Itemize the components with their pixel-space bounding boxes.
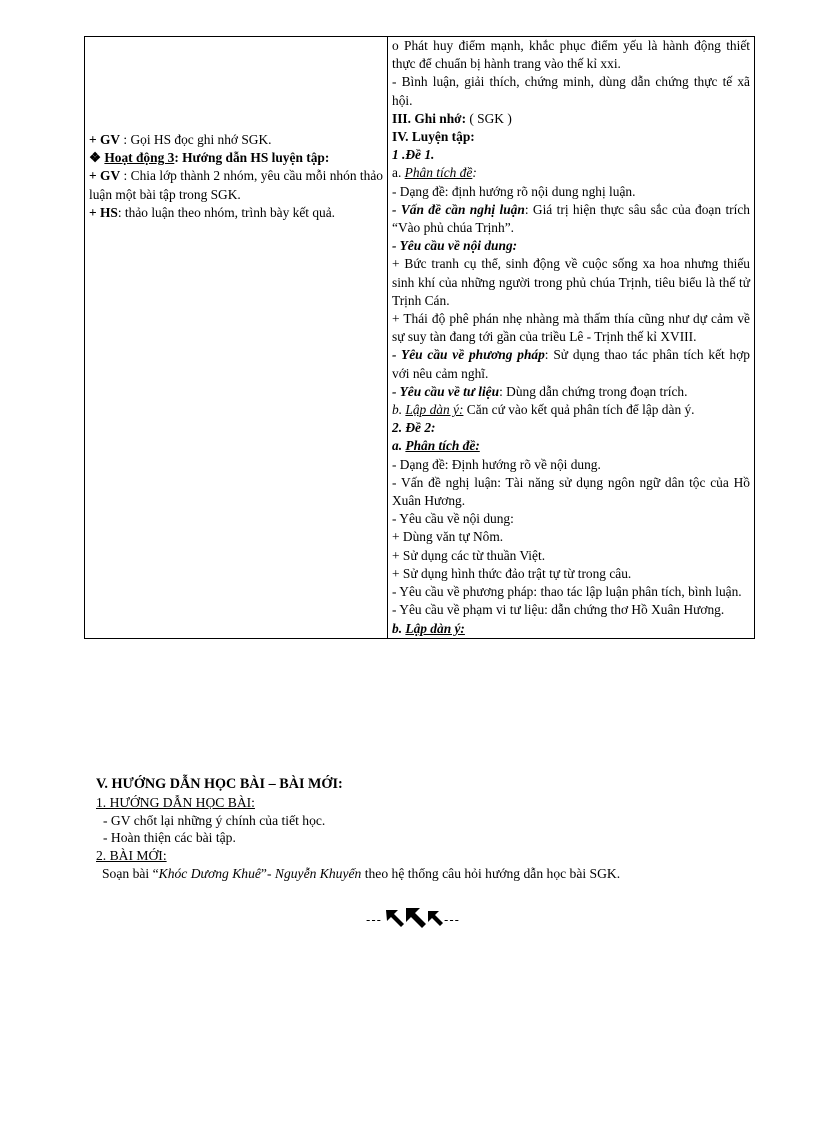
- table-row: [85, 37, 755, 639]
- landany1-label: Lập dàn ý:: [405, 402, 464, 418]
- soan-rest: theo hệ thống câu hỏi hướng dẫn học bài SGK.: [361, 865, 621, 881]
- phuongphap-text: : Sử dụng thao tác phân tích kết hợp với nêu cảm nghĩ.: [392, 347, 751, 381]
- phantich2-label: Phân tích đề:: [405, 438, 480, 454]
- b-prefix: b.: [392, 402, 406, 418]
- gv-divide-line: [89, 167, 383, 203]
- gv-read-line: + GV : Gọi HS đọc ghi nhớ SGK.: [89, 132, 272, 147]
- b2-prefix: b.: [392, 620, 406, 636]
- thaido-line: + Thái độ phê phán nhẹ nhàng mà thấm thía cũng như dự cảm về sự suy tàn đang tới gần của triều Lê - Trịnh thế kỉ XVIII.: [392, 311, 750, 345]
- vande-line: [392, 201, 750, 237]
- ornament-dashes-left: ---: [366, 913, 382, 927]
- daotrat-line: + Sử dụng hình thức đảo trật tự từ trong câu.: [392, 565, 632, 581]
- phantich1-line: [392, 164, 750, 182]
- vande-text: : Giá trị hiện thực sâu sắc của đoạn trích “Vào phủ chúa Trịnh”.: [392, 201, 750, 236]
- phantich1-label: Phân tích đề: [404, 165, 473, 181]
- gv-divide-prefix: + GV: [89, 168, 121, 184]
- new-lesson-line: [96, 865, 756, 883]
- study-guide-heading: 1. HƯỚNG DẪN HỌC BÀI:: [96, 794, 255, 810]
- homework-section: [96, 776, 756, 883]
- activity-title: : Hướng dẫn HS luyện tập:: [174, 150, 330, 166]
- diamond-bullet-icon: ❖: [89, 150, 102, 166]
- thuanviet-line: + Sử dụng các từ thuần Việt.: [392, 547, 546, 563]
- list-item: - GV chốt lại những ý chính của tiết học.: [103, 812, 326, 828]
- phamvi-line: - Yêu cầu về phạm vi tư liệu: dẫn chứng thơ Hồ Xuân Hương.: [392, 602, 725, 618]
- gv-divide-text: + GV : Chia lớp thành 2 nhóm, yêu cầu mỗi nhón thảo luận một bài tập trong SGK.: [89, 168, 383, 202]
- de2-heading: 2. Đề 2:: [392, 420, 436, 436]
- phuongphap-label: - Yêu cầu về phương pháp: [392, 347, 545, 363]
- lesson-table: [84, 36, 755, 639]
- tulieu-line: [392, 383, 750, 401]
- phuongphap-line: [392, 346, 750, 382]
- noidung-heading: - Yêu cầu về nội dung:: [392, 238, 518, 254]
- soan-mid: ”-: [260, 865, 275, 881]
- noidung2-line: - Yêu cầu về nội dung:: [392, 511, 514, 527]
- content-column: [388, 37, 755, 639]
- arrows-ornament-icon: [384, 906, 444, 928]
- hs-line: [89, 204, 383, 222]
- dangde1-line: - Dạng đề: định hướng rõ nội dung nghị luận.: [392, 183, 636, 199]
- ghinho-line: [392, 110, 750, 128]
- promote-line: o Phát huy điểm mạnh, khắc phục điểm yếu là hành động thiết thực để chuẩn bị hành trang vào thế kỉ xxi.: [392, 38, 750, 72]
- landany2-line: [392, 620, 750, 638]
- landany1-line: [392, 401, 750, 419]
- luyentap-heading: IV. Luyện tập:: [392, 129, 475, 145]
- new-lesson-heading: 2. BÀI MỚI:: [96, 848, 167, 864]
- comment-line: - Bình luận, giải thích, chứng minh, dùng dẫn chứng thực tế xã hội.: [392, 74, 750, 108]
- ghinho-ref: ( SGK ): [466, 110, 512, 126]
- de1-heading: 1 .Đề 1.: [392, 147, 435, 163]
- phantich2-line: [392, 437, 750, 455]
- a2-prefix: a.: [392, 438, 406, 454]
- nom-line: + Dùng văn tự Nôm.: [392, 529, 504, 545]
- hs-prefix: + HS: [89, 204, 118, 220]
- teacher-activity-column: [85, 37, 388, 639]
- vande-label: - Vấn đề cần nghị luận: [392, 201, 525, 217]
- gv-read-text: : Gọi HS đọc ghi nhớ SGK.: [120, 132, 272, 147]
- list-item: - Hoàn thiện các bài tập.: [103, 830, 236, 846]
- dangde2-line: - Dạng đề: Định hướng rõ về nội dung.: [392, 456, 601, 472]
- activity-heading: [89, 149, 383, 167]
- hs-text: : thảo luận theo nhóm, trình bày kết quả.: [117, 204, 336, 220]
- buctranh-line: + Bức tranh cụ thể, sinh động về cuộc sống xa hoa nhưng thiếu sinh khí của những người trong phủ chúa Trịnh, tiêu biểu là thế tử Trịnh Cán.: [392, 256, 750, 308]
- ghinho-label: III. Ghi nhớ:: [392, 110, 467, 126]
- section-title: V. HƯỚNG DẪN HỌC BÀI – BÀI MỚI:: [96, 776, 343, 792]
- landany2-label: Lập dàn ý:: [405, 620, 465, 636]
- vande2-line: - Vấn đề nghị luận: Tài năng sử dụng ngôn ngữ dân tộc của Hồ Xuân Hương.: [392, 474, 750, 509]
- landany1-text: Căn cứ vào kết quả phân tích để lập dàn ý.: [463, 402, 695, 418]
- tulieu-text: : Dùng dẫn chứng trong đoạn trích.: [499, 383, 688, 399]
- end-ornament: [366, 906, 466, 930]
- soan-prefix: Soạn bài “: [102, 865, 159, 881]
- poem-author: Nguyễn Khuyến: [274, 865, 362, 881]
- tulieu-label: - Yêu cầu về tư liệu: [392, 383, 500, 399]
- a-prefix: a.: [392, 165, 405, 181]
- phantich1-colon: :: [472, 165, 477, 181]
- ornament-dashes-right: ---: [444, 913, 460, 927]
- phuongphap2-line: - Yêu cầu về phương pháp: thao tác lập luận phân tích, bình luận.: [392, 584, 742, 600]
- poem-title: Khóc Dương Khuê: [158, 865, 261, 881]
- activity-label: Hoạt động 3: [104, 150, 175, 166]
